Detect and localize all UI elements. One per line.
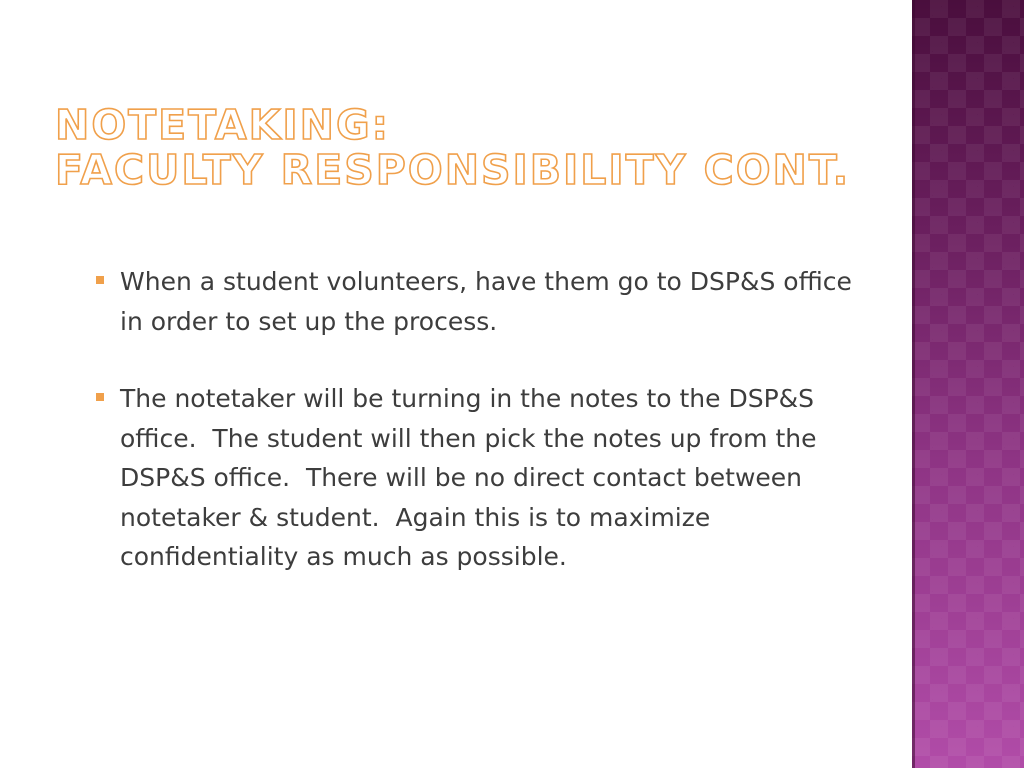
bullet-text-1: When a student volunteers, have them go to DSP&S office in order to set up the process. — [120, 267, 860, 336]
bullet-list — [96, 262, 866, 615]
slide-title-line-2: FACULTY RESPONSIBILITY CONT. — [55, 146, 851, 194]
decorative-side-band — [912, 0, 1024, 768]
slide-title — [55, 103, 895, 193]
square-bullet-icon — [96, 393, 104, 401]
slide-title-line-1: NOTETAKING: — [55, 101, 391, 149]
square-bullet-icon — [96, 276, 104, 284]
bullet-text-2: The notetaker will be turning in the notes to the DSP&S office. The student will then pick the notes up from the DSP&S office. There will be no direct contact between notetaker & student. Again this is to maximize confidentiality as much as possible. — [120, 384, 825, 571]
side-band-edge — [912, 0, 915, 768]
bullet-item-1 — [96, 262, 866, 341]
diamond-pattern — [912, 0, 1024, 768]
bullet-item-2 — [96, 379, 866, 577]
